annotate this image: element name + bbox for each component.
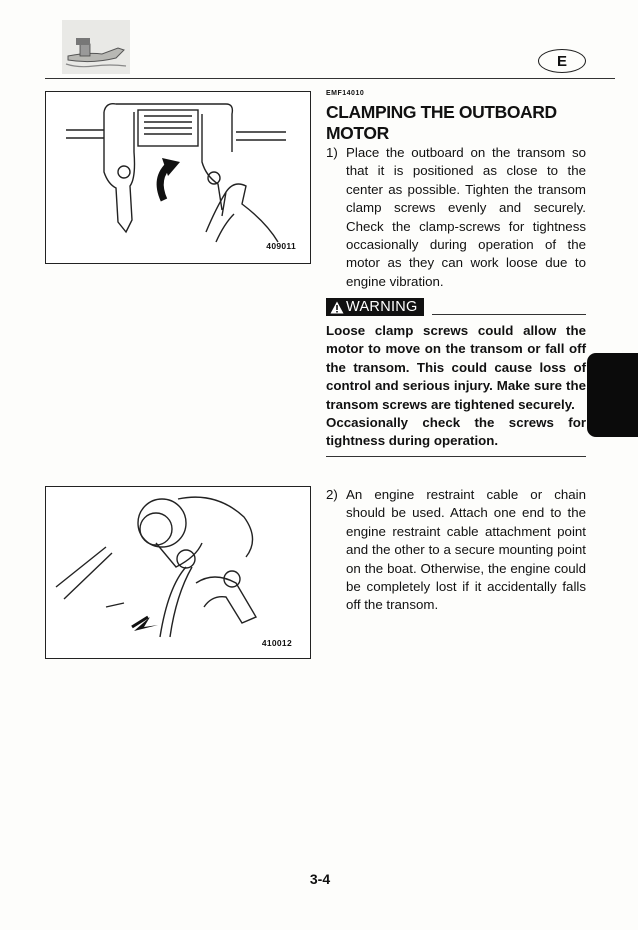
language-badge: E (538, 49, 586, 73)
step-1 (326, 144, 586, 291)
restraint-cable-illustration (46, 487, 310, 658)
step-number: 1) (326, 145, 338, 160)
warning-body (326, 322, 586, 451)
document-code: EMF14010 (326, 90, 365, 97)
boat-logo-icon (58, 18, 134, 76)
warning-paragraph: Loose clamp screws could allow the motor to move on the transom or fall off the transom. This could cause loss of control and serious injury. Make sure the transom screws are tightened securely. (326, 323, 586, 412)
figure-restraint-cable (45, 486, 311, 659)
figure-code: 410012 (261, 638, 292, 648)
warning-triangle-icon (330, 301, 344, 314)
warning-label (326, 298, 424, 316)
warning-rule (432, 314, 586, 315)
header-rule (45, 78, 615, 79)
step-2 (326, 486, 586, 615)
warning-bottom-rule (326, 456, 586, 457)
section-title: CLAMPING THE OUTBOARD MOTOR (326, 102, 557, 143)
step-text: Place the outboard on the transom so that it is positioned as close to the center as possible. Tighten the transom clamp screws evenly and securely. Check the clamp-screws for tightness occasionally during operation of the motor as they can work loose due to engine vibration. (346, 145, 586, 289)
warning-label-text: WARNING (346, 299, 418, 315)
figure-clamp-screws (45, 91, 311, 264)
warning-box (326, 298, 586, 457)
step-number: 2) (326, 487, 338, 502)
page-number: 3-4 (309, 871, 331, 887)
clamp-illustration (46, 92, 310, 263)
chapter-thumb-tab (587, 353, 638, 437)
warning-paragraph: Occasionally check the screws for tightness during operation. (326, 415, 586, 449)
step-text: An engine restraint cable or chain should be used. Attach one end to the engine restraint cable attachment point and the other to a secure mounting point on the boat. Otherwise, the engine could be completely lost if it accidentally falls off the transom. (346, 487, 586, 613)
figure-code: 409011 (266, 241, 296, 251)
